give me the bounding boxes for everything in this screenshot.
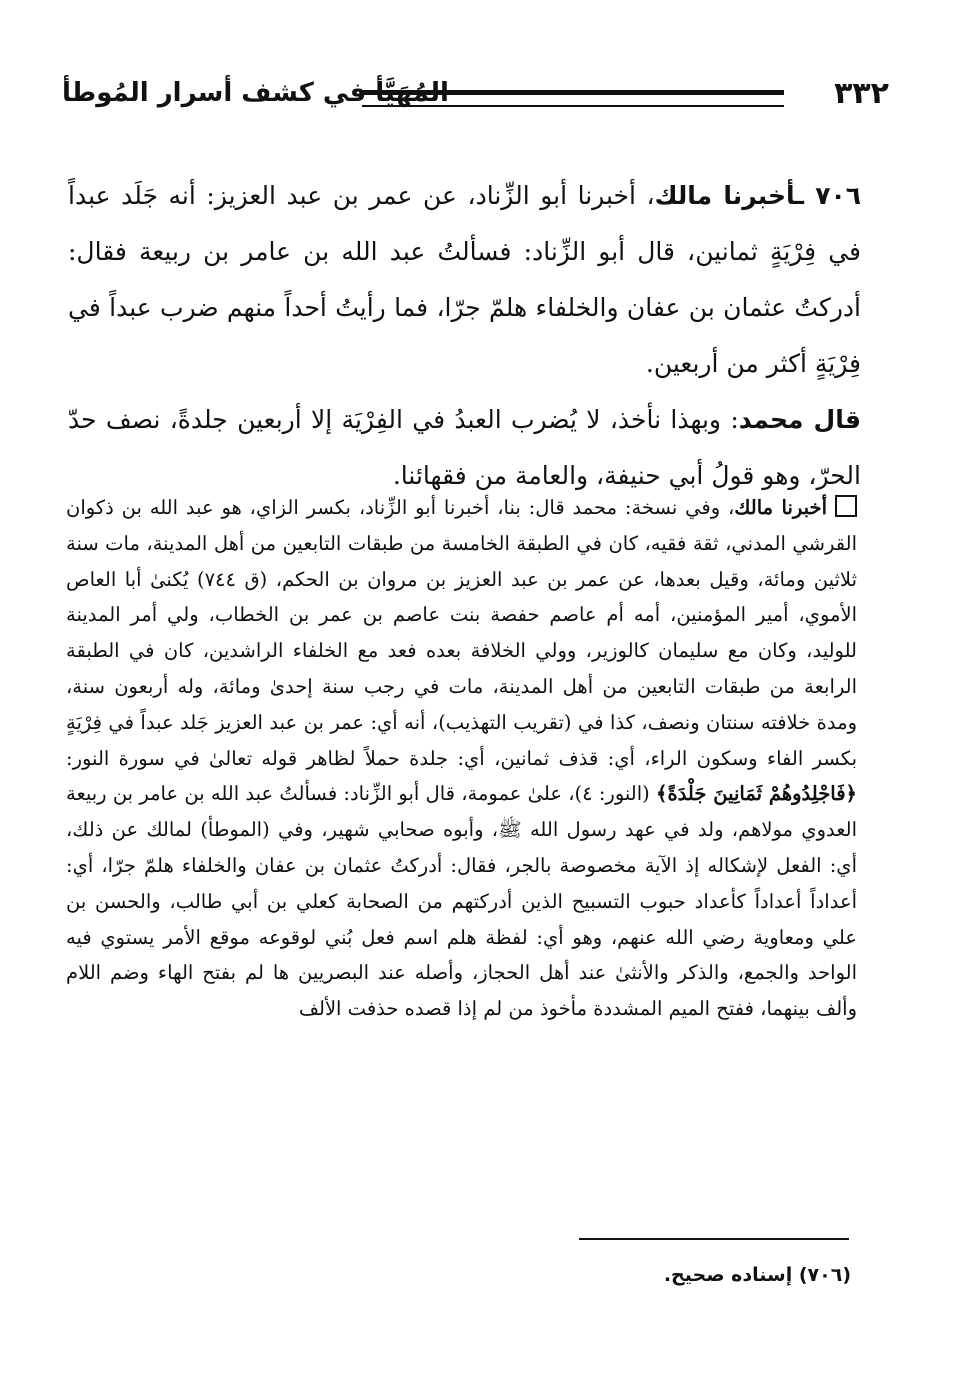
- quran-verse: ﴿فَاجْلِدُوهُمْ ثَمَانِينَ جَلْدَةً﴾: [656, 782, 857, 806]
- hadith-paragraph: [68, 168, 861, 392]
- muhammad-paragraph: [68, 392, 861, 504]
- page-header: [62, 72, 889, 114]
- hadith-text: ، أخبرنا أبو الزِّناد، عن عمر بن عبد العزيز: أنه جَلَد عبداً في فِرْيَةٍ ثمانين، قال أبو الزِّناد: فسألتُ عبد الله بن عامر بن ربيعة فقال: أدركتُ عثمان بن عفان والخلفاء هلمّ جرّا، فما رأيتُ أحداً منهم ضرب عبداً في فِرْيَةٍ أكثر من أربعين.: [68, 181, 861, 378]
- running-title: المُهَيَّأ في كشف أسرار المُوطأ: [62, 78, 449, 108]
- main-text: [68, 168, 861, 504]
- footnote-divider: [579, 1238, 849, 1240]
- page-number: ٣٣٢: [834, 76, 889, 111]
- muhammad-text: : وبهذا نأخذ، لا يُضرب العبدُ في الفِرْيَة إلا أربعين جلدةً، نصف حدّ الحرّ، وهو قولُ أبي حنيفة، والعامة من فقهائنا.: [68, 405, 861, 490]
- commentary-text-2: (النور: ٤)، علىٰ عمومة، قال أبو الزِّناد: فسألتُ عبد الله بن عامر بن ربيعة العدوي مولاهم، ولد في عهد رسول الله ﷺ، وأبوه صحابي شهير، وفي (الموطأ) لمالك عن ذلك، أي: الفعل لإشكاله إذ الآية مخصوصة بالجر، فقال: أدركتُ عثمان بن عفان والخلفاء هلمّ جرّا، أي: أعداداً أعداداً كأعداد حبوب التسبيح الذين أدركتهم من الصحابة كعلي بن أبي طالب، والحسن بن علي ومعاوية رضي الله عنهم، وهو أي: لفظة هلم اسم فعل بُني لوقوعه موقع الأمر يستوي فيه الواحد والجمع، والذكر والأنثىٰ عند أهل الحجاز، وأصله عند البصريين ها لم بفتح الهاء وضم اللام وألف بينهما، ففتح الميم المشددة مأخوذ من لم إذا قصده حذفت الألف: [66, 782, 857, 1021]
- commentary-text-1: ، وفي نسخة: محمد قال: بنا، أخبرنا أبو الزِّناد، بكسر الزاي، هو عبد الله بن ذكوان القرشي المدني، ثقة فقيه، كان في الطبقة الخامسة من طبقات التابعين من أهل المدينة، مات سنة ثلاثين ومائة، وقيل بعدها، عن عمر بن عبد العزيز بن مروان بن الحكم، (ق ٧٤٤) يُكنىٰ أبا العاص الأموي، أمير المؤمنين، أمه أم عاصم حفصة بنت عاصم بن عمر بن الخطاب، ولي أمر المدينة للوليد، وكان مع سليمان كالوزير، وولي الخلافة بعده فعد مع الخلفاء الراشدين، كان في الطبقة الرابعة من طبقات التابعين من أهل المدينة، مات في رجب سنة إحدىٰ ومائة، وله أربعون سنة، ومدة خلافته سنتان ونصف، كذا في (تقريب التهذيب)، أنه أي: عمر بن عبد العزيز جَلد عبداً في فِرْيَةٍ بكسر الفاء وسكون الراء، أي: قذف ثمانين، أي: جلدة حملاً لظاهر قوله تعالىٰ في سورة النور:: [66, 496, 857, 770]
- square-marker-icon: [835, 495, 857, 517]
- hadith-number: ٧٠٦ ـ: [795, 181, 862, 210]
- commentary-paragraph: [66, 490, 857, 1027]
- hadith-lead: أخبرنا مالك: [654, 181, 796, 210]
- commentary: [66, 490, 857, 1027]
- footnote: (٧٠٦) إسناده صحيح.: [663, 1264, 851, 1286]
- commentary-lead: أخبرنا مالك: [734, 496, 827, 519]
- muhammad-lead: قال محمد: [738, 405, 861, 434]
